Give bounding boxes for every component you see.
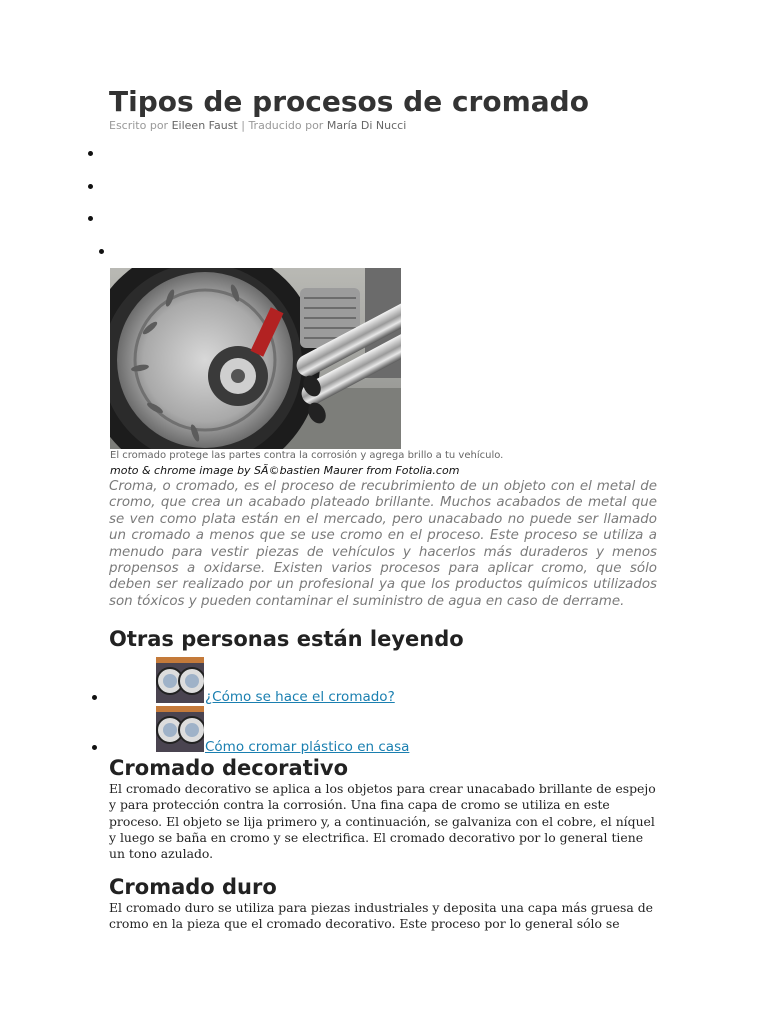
related-heading: Otras personas están leyendo	[109, 627, 464, 651]
list-bullet	[92, 695, 97, 700]
list-bullet	[99, 249, 104, 254]
byline-translated-label: Traducido por	[248, 119, 324, 132]
list-bullet	[88, 184, 93, 189]
section-heading: Cromado duro	[109, 875, 277, 899]
list-bullet	[88, 216, 93, 221]
section-heading: Cromado decorativo	[109, 756, 349, 780]
related-link[interactable]: Cómo cromar plástico en casa	[205, 739, 410, 755]
photo-credit: moto & chrome image by SÃ©bastien Maurer from Fotolia.com	[110, 464, 460, 477]
section-paragraph: El cromado duro se utiliza para piezas industriales y deposita una capa más gruesa de cromo en la pieza que el cromado decorativo. Este proceso por lo general sólo se	[109, 900, 654, 932]
author-name: Eileen Faust	[171, 119, 238, 132]
photo-caption: El cromado protege las partes contra la corrosión y agrega brillo a tu vehículo.	[110, 450, 504, 461]
related-thumbnail[interactable]	[156, 706, 204, 752]
byline-written-label: Escrito por	[109, 119, 169, 132]
page-title: Tipos de procesos de cromado	[109, 85, 589, 118]
motorcycle-image	[110, 268, 401, 449]
translator-name: María Di Nucci	[326, 119, 407, 132]
related-link[interactable]: ¿Cómo se hace el cromado?	[205, 689, 395, 705]
article-photo	[110, 268, 401, 449]
headlight-image	[156, 657, 204, 703]
headlight-image	[156, 706, 204, 752]
byline	[109, 119, 406, 133]
intro-paragraph: Croma, o cromado, es el proceso de recubrimiento de un objeto con el metal de cromo, que crea un acabado plateado brillante. Muchos acabados de metal que se ven como plata están en el mercado, pero unacabado no puede ser llamado un cromado a menos que se use cromo en el proceso. Este proceso se utiliza a menudo para vestir piezas de vehículos y hacerlos más duraderos y menos propensos a oxidarse. Existen varios procesos para aplicar cromo, que sólo deben ser realizado por un profesional ya que los productos químicos utilizados son tóxicos y pueden contaminar el suministro de agua en caso de derrame.	[109, 479, 657, 609]
related-thumbnail[interactable]	[156, 657, 204, 703]
list-bullet	[92, 745, 97, 750]
list-bullet	[88, 151, 93, 156]
section-paragraph: El cromado decorativo se aplica a los objetos para crear unacabado brillante de espejo y para protección contra la corrosión. Una fina capa de cromo se utiliza en este proceso. El objeto se lija primero y, a continuación, se galvaniza con el cobre, el níquel y luego se baña en cromo y se electrifica. El cromado decorativo por lo general tiene un tono azulado.	[109, 781, 656, 862]
byline-separator: |	[241, 119, 245, 132]
